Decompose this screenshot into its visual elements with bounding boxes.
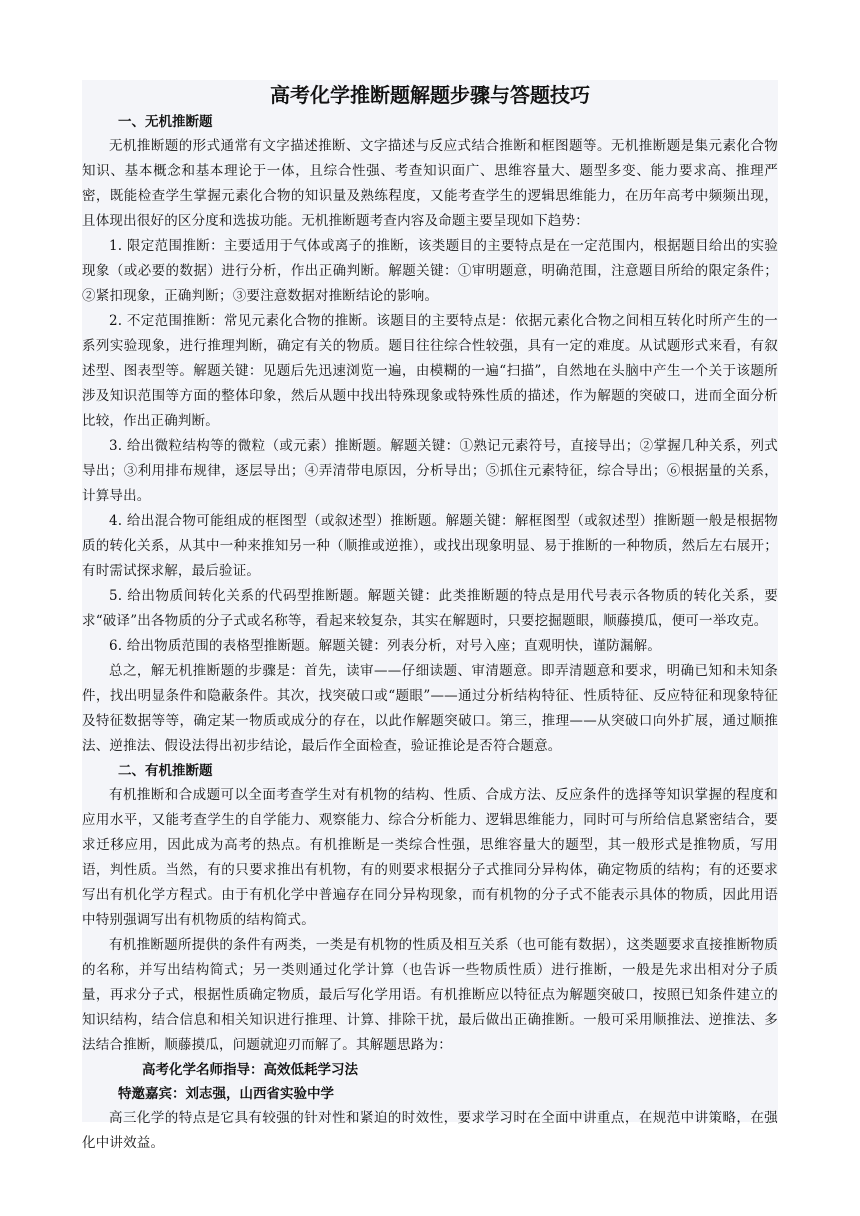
paragraph-item-3: 3. 给出微粒结构等的微粒（或元素）推断题。解题关键：①熟记元素符号，直接导出；②掌握几种关系，列式导出；③利用排布规律，逐层导出；④弄清带电原因，分析导出；⑤抓住元素特征，综合导出；⑥根据量的关系，计算导出。 — [82, 438, 778, 504]
document-page — [82, 80, 778, 1151]
section-heading-guide: 高考化学名师指导：高效低耗学习法 — [142, 1062, 358, 1078]
paragraph-item-6: 6. 给出物质范围的表格型推断题。解题关键：列表分析，对号入座；直观明快，谨防漏解。 — [109, 638, 662, 654]
paragraph-item-1: 1. 限定范围推断：主要适用于气体或离子的推断，该类题目的主要特点是在一定范围内，根据题目给出的实验现象（或必要的数据）进行分析，作出正确判断。解题关键：①审明题意，明确范围，注意题目所给的限定条件；②紧扣现象，正确判断；③要注意数据对推断结论的影响。 — [82, 238, 778, 304]
paragraph-item-2: 2. 不定范围推断：常见元素化合物的推断。该题目的主要特点是：依据元素化合物之间相互转化时所产生的一系列实验现象，进行推理判断，确定有关的物质。题目往往综合性较强，具有一定的难度。从试题形式来看，有叙述型、图表型等。解题关键：见题后先迅速浏览一遍，由模糊的一遍“扫描”，自然地在头脑中产生一个关于该题所涉及知识范围等方面的整体印象，然后从题中找出特殊现象或特殊性质的描述，作为解题的突破口，进而全面分析比较，作出正确判断。 — [82, 313, 778, 429]
paragraph-summary: 总之，解无机推断题的步骤是：首先，读审——仔细读题、审清题意。即弄清题意和要求，明确已知和未知条件，找出明显条件和隐蔽条件。其次，找突破口或“题眼”——通过分析结构特征、性质特征、反应特征和现象特征及特征数据等等，确定某一物质或成分的存在，以此作解题突破口。第三，推理——从突破口向外扩展，通过顺推法、逆推法、假设法得出初步结论，最后作全面检查，验证推论是否符合题意。 — [82, 663, 778, 754]
paragraph-organic-2: 有机推断题所提供的条件有两类，一类是有机物的性质及相互关系（也可能有数据），这类题要求直接推断物质的名称，并写出结构简式；另一类则通过化学计算（也告诉一些物质性质）进行推断，一般是先求出相对分子质量，再求分子式，根据性质确定物质，最后写化学用语。有机推断应以特征点为解题突破口，按照已知条件建立的知识结构，结合信息和相关知识进行推理、计算、排除干扰，最后做出正确推断。一般可采用顺推法、逆推法、多法结合推断，顺藤摸瓜，问题就迎刃而解了。其解题思路为： — [82, 937, 778, 1053]
paragraph-guide: 高三化学的特点是它具有较强的针对性和紧迫的时效性，要求学习时在全面中讲重点，在规范中讲策略，在强化中讲效益。 — [82, 1110, 778, 1151]
guest-line: 特邀嘉宾：刘志强，山西省实验中学 — [118, 1086, 334, 1102]
paragraph-organic-1: 有机推断和合成题可以全面考查学生对有机物的结构、性质、合成方法、反应条件的选择等知识掌握的程度和应用水平，又能考查学生的自学能力、观察能力、综合分析能力、逻辑思维能力，同时可与所给信息紧密结合，要求迁移应用，因此成为高考的热点。有机推断是一类综合性强，思维容量大的题型，其一般形式是推物质，写用语，判性质。当然，有的只要求推出有机物，有的则要求根据分子式推同分异构体，确定物质的结构；有的还要求写出有机化学方程式。由于有机化学中普遍存在同分异构现象，而有机物的分子式不能表示具体的物质，因此用语中特别强调写出有机物质的结构简式。 — [82, 787, 778, 928]
document-title: 高考化学推断题解题步骤与答题技巧 — [270, 83, 590, 107]
section-heading-inorganic: 一、无机推断题 — [118, 114, 213, 130]
paragraph-item-4: 4. 给出混合物可能组成的框图型（或叙述型）推断题。解题关键：解框图型（或叙述型）推断题一般是根据物质的转化关系，从其中一种来推知另一种（顺推或逆推），或找出现象明显、易于推断的一种物质，然后左右展开；有时需试探求解，最后验证。 — [82, 513, 778, 579]
section-heading-organic: 二、有机推断题 — [118, 763, 213, 779]
paragraph-intro: 无机推断题的形式通常有文字描述推断、文字描述与反应式结合推断和框图题等。无机推断题是集元素化合物知识、基本概念和基本理论于一体，且综合性强、考查知识面广、思维容量大、题型多变、能力要求高、推理严密，既能检查学生掌握元素化合物的知识量及熟练程度，又能考查学生的逻辑思维能力，在历年高考中频频出现，且体现出很好的区分度和选拔功能。无机推断题考查内容及命题主要呈现如下趋势： — [82, 138, 778, 229]
paragraph-item-5: 5. 给出物质间转化关系的代码型推断题。解题关键：此类推断题的特点是用代号表示各物质的转化关系，要求“破译”出各物质的分子式或名称等，看起来较复杂，其实在解题时，只要挖掘题眼，顺藤摸瓜，便可一举攻克。 — [82, 588, 778, 629]
